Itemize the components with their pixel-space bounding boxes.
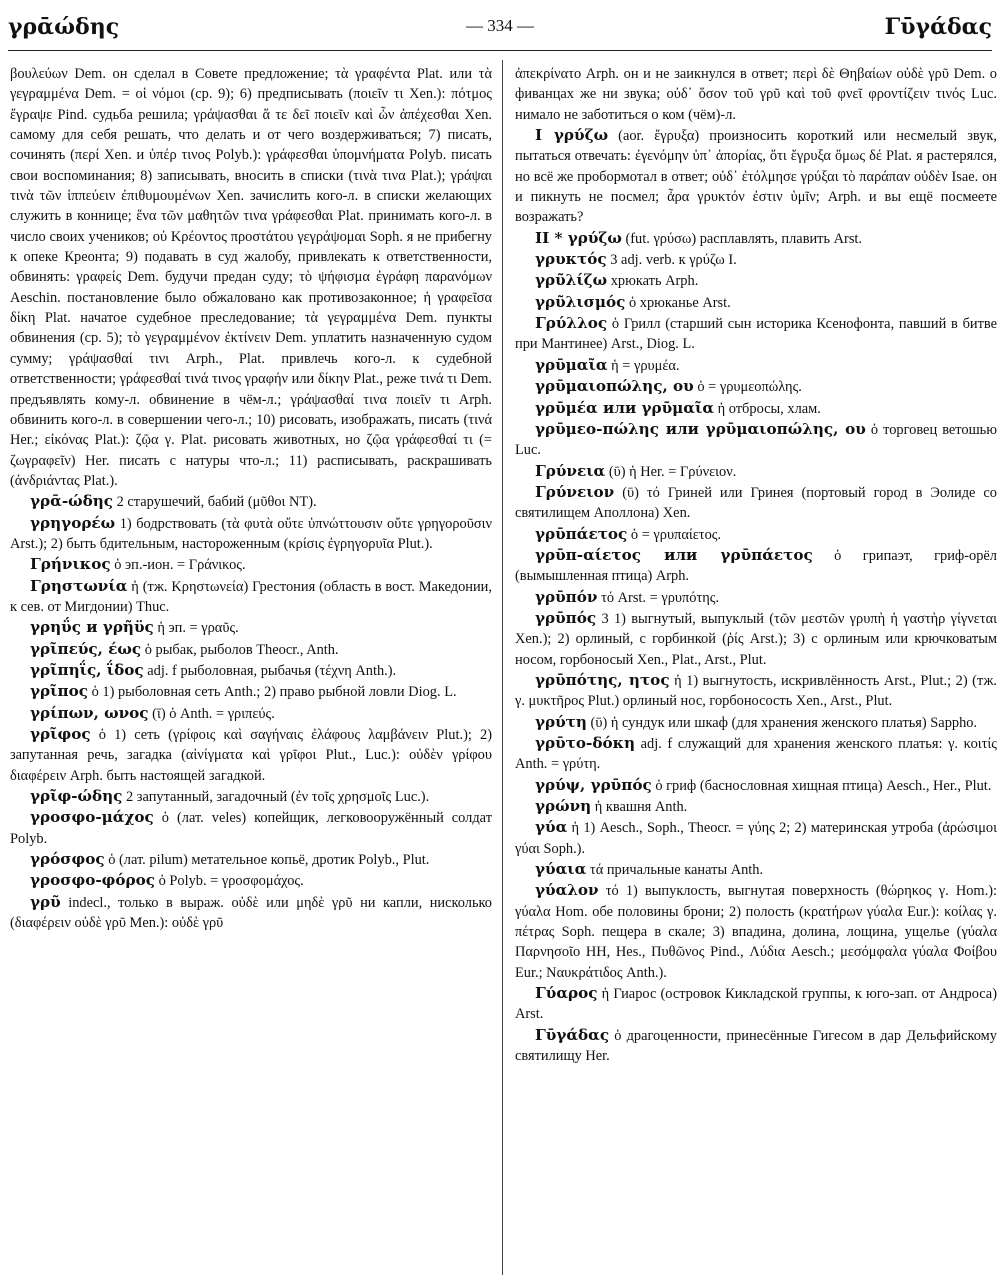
entry-headword: γροσφο-μάχος — [30, 808, 154, 827]
dictionary-entry — [515, 817, 997, 859]
entry-headword: Γρύλλος — [535, 314, 608, 333]
entry-headword: γρῖπος — [30, 682, 88, 701]
entry-definition: ὁ грипаэт, гриф-орёл (вымышленная птица) Arph. — [515, 547, 997, 585]
entry-definition: (fut. γρύσω) расплавлять, плавить Arst. — [625, 230, 863, 247]
dictionary-entry — [515, 587, 997, 608]
entry-definition: ὁ 1) рыболовная сеть Anth.; 2) право рыбной ловли Diog. L. — [91, 684, 457, 701]
entry-headword: γρῡπ-αίετος или γρῡπάετος — [535, 545, 813, 564]
entry-definition: ὁ эп.-ион. = Γράνικος. — [114, 557, 246, 574]
entry-definition: ὁ гриф (баснословная хищная птица) Aesch., Her., Plut. — [655, 777, 992, 794]
entry-headword: Γύαρος — [535, 984, 598, 1003]
entry-definition: ὁ (лат. pilum) метательное копьё, дротик Polyb., Plut. — [108, 852, 430, 869]
dictionary-entry — [515, 292, 997, 313]
entry-headword: γρῡπάετος — [535, 524, 628, 543]
dictionary-entry — [515, 859, 997, 880]
header-rule — [8, 50, 992, 51]
entry-headword: γρῖφ-ώδης — [30, 787, 123, 806]
entry-headword: γρίπων, ωνος — [30, 703, 149, 722]
entry-definition: ἡ квашня Anth. — [594, 799, 688, 816]
entry-headword: γρῦλισμός — [535, 292, 626, 311]
entry-definition: τά причальные канаты Anth. — [589, 862, 764, 879]
dictionary-entry — [515, 608, 997, 670]
dictionary-entry — [515, 376, 997, 397]
dictionary-entry — [515, 983, 997, 1025]
entry-headword: γύαλον — [535, 881, 599, 900]
entry-definition: 3 adj. verb. к γρύζω I. — [610, 252, 737, 269]
entry-definition: 2 старушечий, бабий (μῦθοι NT). — [116, 494, 317, 511]
entry-definition: ἡ отбросы, хлам. — [717, 400, 821, 417]
entry-headword: γρυκτός — [535, 250, 607, 269]
dictionary-entry — [10, 892, 492, 934]
entry-headword: γρῡπότης, ητος — [535, 670, 670, 689]
entry-headword: γύα — [535, 818, 568, 837]
entry-headword: Γῡγάδας — [535, 1025, 610, 1044]
entry-definition: хрюкать Arph. — [610, 273, 699, 290]
dictionary-entry — [10, 660, 492, 681]
dictionary-entry — [515, 228, 997, 249]
entry-definition: ὁ Polyb. = γροσφομάχος. — [158, 873, 304, 890]
entry-headword: γρῖπεύς, έως — [30, 639, 142, 658]
entry-headword: γρῖφος — [30, 725, 91, 743]
entry-definition: ὁ хрюканье Arst. — [628, 294, 731, 311]
entry-definition: ἡ Гиарос (островок Кикладской группы, к юго-зап. от Андроса) Arst. — [515, 986, 997, 1023]
header-left-guide-word: γρᾱώδης — [8, 14, 120, 40]
entry-definition: (ῑ) ὁ Anth. = γριπεύς. — [152, 705, 275, 722]
entry-headword: γρῡμαιοπώλης, ου — [535, 377, 694, 396]
page-number: — 334 — — [466, 16, 534, 35]
entry-definition: βουλεύων Dem. он сделал в Совете предложение; τὰ γραφέντα Plat. или τὰ γεγραμμένα Dem. = οἱ νόμοι (ср. 9); 6) предписывать (ποιεῖν τι Xen.): πότμος ἔγραψε Pind. судьба решила; γράψασθαι ἅ τε δεῖ ποιεῖν καὶ ὧν ἀπέχεσθαι Xen. самому для себя решать, что делать и от чего воздерживаться; 7) писать, сочинять (περί Xen. и ὑπέρ τινος Polyb.): γράφεσθαι ὑπομνήματα Polyb. писать свои воспоминания; 8) записывать, вносить в списки (τινὰ τινα Plat.); γράψαι τινὰ τῶν ἱππεύειν ἐπιθυμουμένων Xen. зачислить кого-л. в списки желающих служить в коннице; ἕνα τῶν μαθητῶν τινα γράφεσθαι Plat. принимать кого-л. в число своих учеников; οὐ Κρέοντος προστάτου γεγράψομαι Soph. я не прибегну к опеке Креонта; 9) подавать в суд жалобу, привлекать к ответственности, обвинять: γραφείς Dem. будучи предан суду; τὸ ψήφισμα ἐγράφη παρανόμων Aeschin. постановление было обжаловано как противозаконное; ἡ γραφεῖσα δίκη Plat. начатое судебное преследование; τὰ γεγραμμένα Dem. пункты обвинения (ср. 5); τὸ γεγραμμένον ἐκτίνειν Dem. уплатить назначенную судом сумму; γράψασθαί τινι Arph., Plat. привлечь кого-л. к судебной ответственности; γράφεσθαί τινά τινος γραφήν или δίκην Plat., реже τινά τι Dem. предъявлять кому-л. обвинение в чём-л.; γράψασθαί τινα ποιεῖν τι Arph. обвинить кого-л. в совершении чего-л.; 10) рисовать, изображать, писать (τινά Her.; εἰκόνας Plat.): ζῷα γ. Plat. рисовать животных, но ζῷα γράφεσθαί τι (= ζωγραφεῖν) Her. писать с натуры что-л.; 11) расписывать, раскрашивать (ἀνδριάντας Plat.). — [10, 66, 492, 489]
entry-headword: Γρήνικος — [30, 555, 111, 574]
dictionary-entry — [10, 849, 492, 870]
entry-headword: γρύψ, γρῡπός — [535, 775, 652, 794]
entry-definition: ἡ эп. = γραῦς. — [157, 620, 239, 637]
dictionary-entry — [515, 880, 997, 983]
entry-headword: γύαια — [535, 860, 587, 879]
dictionary-entry — [10, 724, 492, 786]
entry-definition: ἡ (тж. Κρηστωνεία) Грестония (область в вост. Македонии, к сев. от Мигдонии) Thuc. — [10, 578, 492, 615]
dictionary-entry — [10, 681, 492, 702]
dictionary-entry — [10, 617, 492, 638]
entry-definition: ἀπεκρίνατο Arph. он и не заикнулся в ответ; περὶ δὲ Θηβαίων οὐδὲ γρῦ Dem. о фиванцах же ни звука; οὐδ᾽ ὅσον τοῦ γρῦ καὶ τοῦ φνεῖ φροντίζειν τινός Luc. нимало не заботиться о ком (чём)-л. — [515, 66, 997, 123]
entry-headword: Γρύνειον — [535, 482, 615, 501]
column-divider — [502, 60, 503, 1275]
dictionary-entry — [515, 1025, 997, 1067]
entry-definition: ὁ = γρυπαίετος. — [630, 526, 722, 543]
entry-headword: γρώνη — [535, 797, 592, 816]
entry-headword: γρῡμεο-πώλης или γρῡμαιοπώλης, ου — [535, 419, 866, 438]
entry-definition: 3 1) выгнутый, выпуклый (τῶν μεστῶν γρυπὴ ἡ γαστὴρ γίγνεται Xen.); 2) орлиный, с горбинкой (ῥίς Arst.); 3) с орлиным или крючковатым носом, горбоносый Xen., Plat., Arst., Plut. — [515, 610, 997, 668]
dictionary-entry — [515, 524, 997, 545]
entry-headword: Γρύνεια — [535, 461, 606, 480]
entry-headword: γρῡπόν — [535, 587, 598, 606]
entry-headword: γρῡμαῖα — [535, 355, 608, 374]
entry-definition: ὁ рыбак, рыболов Theocr., Anth. — [144, 641, 339, 658]
entry-definition: ὁ 1) сеть (γρίφοις καὶ σαγήναις ἐλάφους λαμβάνειν Plut.); 2) запутанная речь, загадка (αἰνίγματα καὶ γρῖφοι Plut., Luc.): οὐδὲν γρίφου διαφέρειν Arph. быть настоящей загадкой. — [10, 727, 492, 784]
entry-definition: τό 1) выпуклость, выгнутая поверхность (θώρηκος γ. Hom.): γύαλα Hom. обе половины брони; 2) полость (κρατήρων γύαλα Eur.): κοίλας γ. πέτρας Soph. пещера в скале; 3) впадина, долина, лощина, ущелье (γύαλα Παρνησοῖο HH, Hes., Πυθῶνος Pind., Λύδια Aesch.; μεσόμφαλα γύαλα Φοίβου Eur.; Ναυκράτιδος Anth.). — [515, 883, 997, 981]
entry-definition: ἡ 1) Aesch., Soph., Theocr. = γύης 2; 2) материнская утроба (ἀρώσιμοι γύαι Soph.). — [515, 820, 997, 857]
entry-definition: ὁ (лат. veles) копейщик, легковооружённый солдат Polyb. — [10, 810, 492, 847]
page-header — [8, 14, 992, 44]
entry-headword: γροσφο-φόρος — [30, 871, 155, 890]
entry-definition: (aor. ἔγρυξα) произносить короткий или несмелый звук, пытаться отвечать: ἐγενόμην ὑπ᾽ ἀπορίας, ὅτι ἔγρυξα ὅμως δέ Plat. я растерялся, но всё же пробормотал в ответ; οὐδ᾽ ἐτόλμησε γρύξαι τὸ παράπαν οὐδὲν Isae. он и пикнуть не посмел; ἆρα γρυκτόν ἐστιν ὑμῖν; Arph. и вы ещё посмеете возражать? — [515, 128, 997, 226]
dictionary-entry — [515, 796, 997, 817]
entry-headword: γρῡτο-δόκη — [535, 734, 636, 752]
dictionary-entry — [515, 775, 997, 796]
entry-headword: I γρύζω — [535, 126, 609, 145]
left-column — [10, 64, 492, 933]
entry-definition: ὁ = γρυμεοπώλης. — [697, 379, 802, 396]
dictionary-entry — [515, 733, 997, 775]
dictionary-entry — [515, 270, 997, 291]
entry-headword: γρηΰς и γρῆϋς — [30, 618, 154, 637]
dictionary-entry — [515, 125, 997, 228]
entry-headword: γρῡμέα или γρῡμαῖα — [535, 398, 715, 417]
dictionary-entry — [515, 670, 997, 712]
entry-headword: Γρηστωνία — [30, 576, 128, 595]
dictionary-entry — [515, 545, 997, 587]
dictionary-entry — [10, 639, 492, 660]
dictionary-entry — [10, 807, 492, 849]
entry-headword: γρῦλίζω — [535, 271, 608, 290]
entry-definition: ἡ = γρυμέα. — [611, 357, 680, 374]
entry-definition: ὁ торговец ветошью Luc. — [515, 421, 997, 459]
entry-definition: indecl., только в выраж. οὐδὲ или μηδὲ γρῦ ни капли, нисколько (διαφέρειν οὐδὲ γρῦ Men.): οὐδὲ γρῦ — [10, 894, 492, 932]
entry-definition: ὁ Грилл (старший сын историка Ксенофонта, павший в битве при Мантинее) Arst., Diog. L. — [515, 316, 997, 353]
entry-headword: γρῖπηΐς, ΐδος — [30, 660, 144, 679]
entry-headword: γρῡπός — [535, 608, 597, 627]
entry-definition: adj. f рыболовная, рыбачья (τέχνη Anth.). — [147, 662, 397, 679]
dictionary-entry — [10, 870, 492, 891]
dictionary-entry — [515, 482, 997, 524]
dictionary-entry — [515, 64, 997, 125]
entry-headword: II * γρύζω — [535, 228, 622, 247]
dictionary-entry — [515, 313, 997, 355]
dictionary-entry — [515, 398, 997, 419]
dictionary-entry — [10, 576, 492, 618]
right-column — [515, 64, 997, 1067]
dictionary-entry — [10, 703, 492, 724]
dictionary-entry — [515, 419, 997, 461]
entry-definition: (ῡ) ἡ Her. = Γρύνειον. — [608, 463, 737, 480]
entry-headword: γρῦ — [30, 892, 61, 911]
entry-definition: 1) бодрствовать (τὰ φυτὰ οὔτε ὑπνώττουσιν οὔτε γρηγοροῦσιν Arst.); 2) быть бдительным, настороженным (κρίσις ἐγρηγορυῖα Plut.). — [10, 515, 492, 552]
entry-definition: ὁ драгоценности, принесённые Гигесом в дар Дельфийскому святилищу Her. — [515, 1027, 997, 1065]
entry-headword: γρύτη — [535, 712, 587, 731]
dictionary-entry — [515, 355, 997, 376]
header-right-guide-word: Γῡγάδας — [884, 14, 992, 40]
dictionary-entry — [10, 554, 492, 575]
dictionary-entry — [10, 64, 492, 491]
entry-definition: 2 запутанный, загадочный (ἐν τοῖς χρησμοῖς Luc.). — [126, 789, 430, 806]
entry-definition: (ῡ) τό Гриней или Гринея (портовый город в Эолиде со святилищем Аполлона) Xen. — [515, 484, 997, 522]
entry-headword: γρόσφος — [30, 850, 105, 869]
dictionary-entry — [10, 491, 492, 512]
dictionary-entry — [10, 786, 492, 807]
entry-definition: (ῡ) ἡ сундук или шкаф (для хранения женского платья) Sappho. — [590, 714, 978, 731]
entry-headword: γρηγορέω — [30, 513, 116, 532]
entry-definition: adj. f служащий для хранения женского платья: γ. κοιτίς Anth. = γρύτη. — [515, 736, 997, 773]
dictionary-entry — [515, 461, 997, 482]
dictionary-entry — [515, 249, 997, 270]
entry-definition: ἡ 1) выгнутость, искривлённость Arst., Plut.; 2) (тж. γ. μυκτῆρος Plut.) орлиный нос, горбоносость Xen., Arst., Plut. — [515, 672, 997, 710]
dictionary-entry — [10, 513, 492, 555]
dictionary-entry — [515, 712, 997, 733]
entry-definition: τό Arst. = γρυπότης. — [601, 589, 720, 606]
entry-headword: γρᾱ-ώδης — [30, 492, 113, 511]
